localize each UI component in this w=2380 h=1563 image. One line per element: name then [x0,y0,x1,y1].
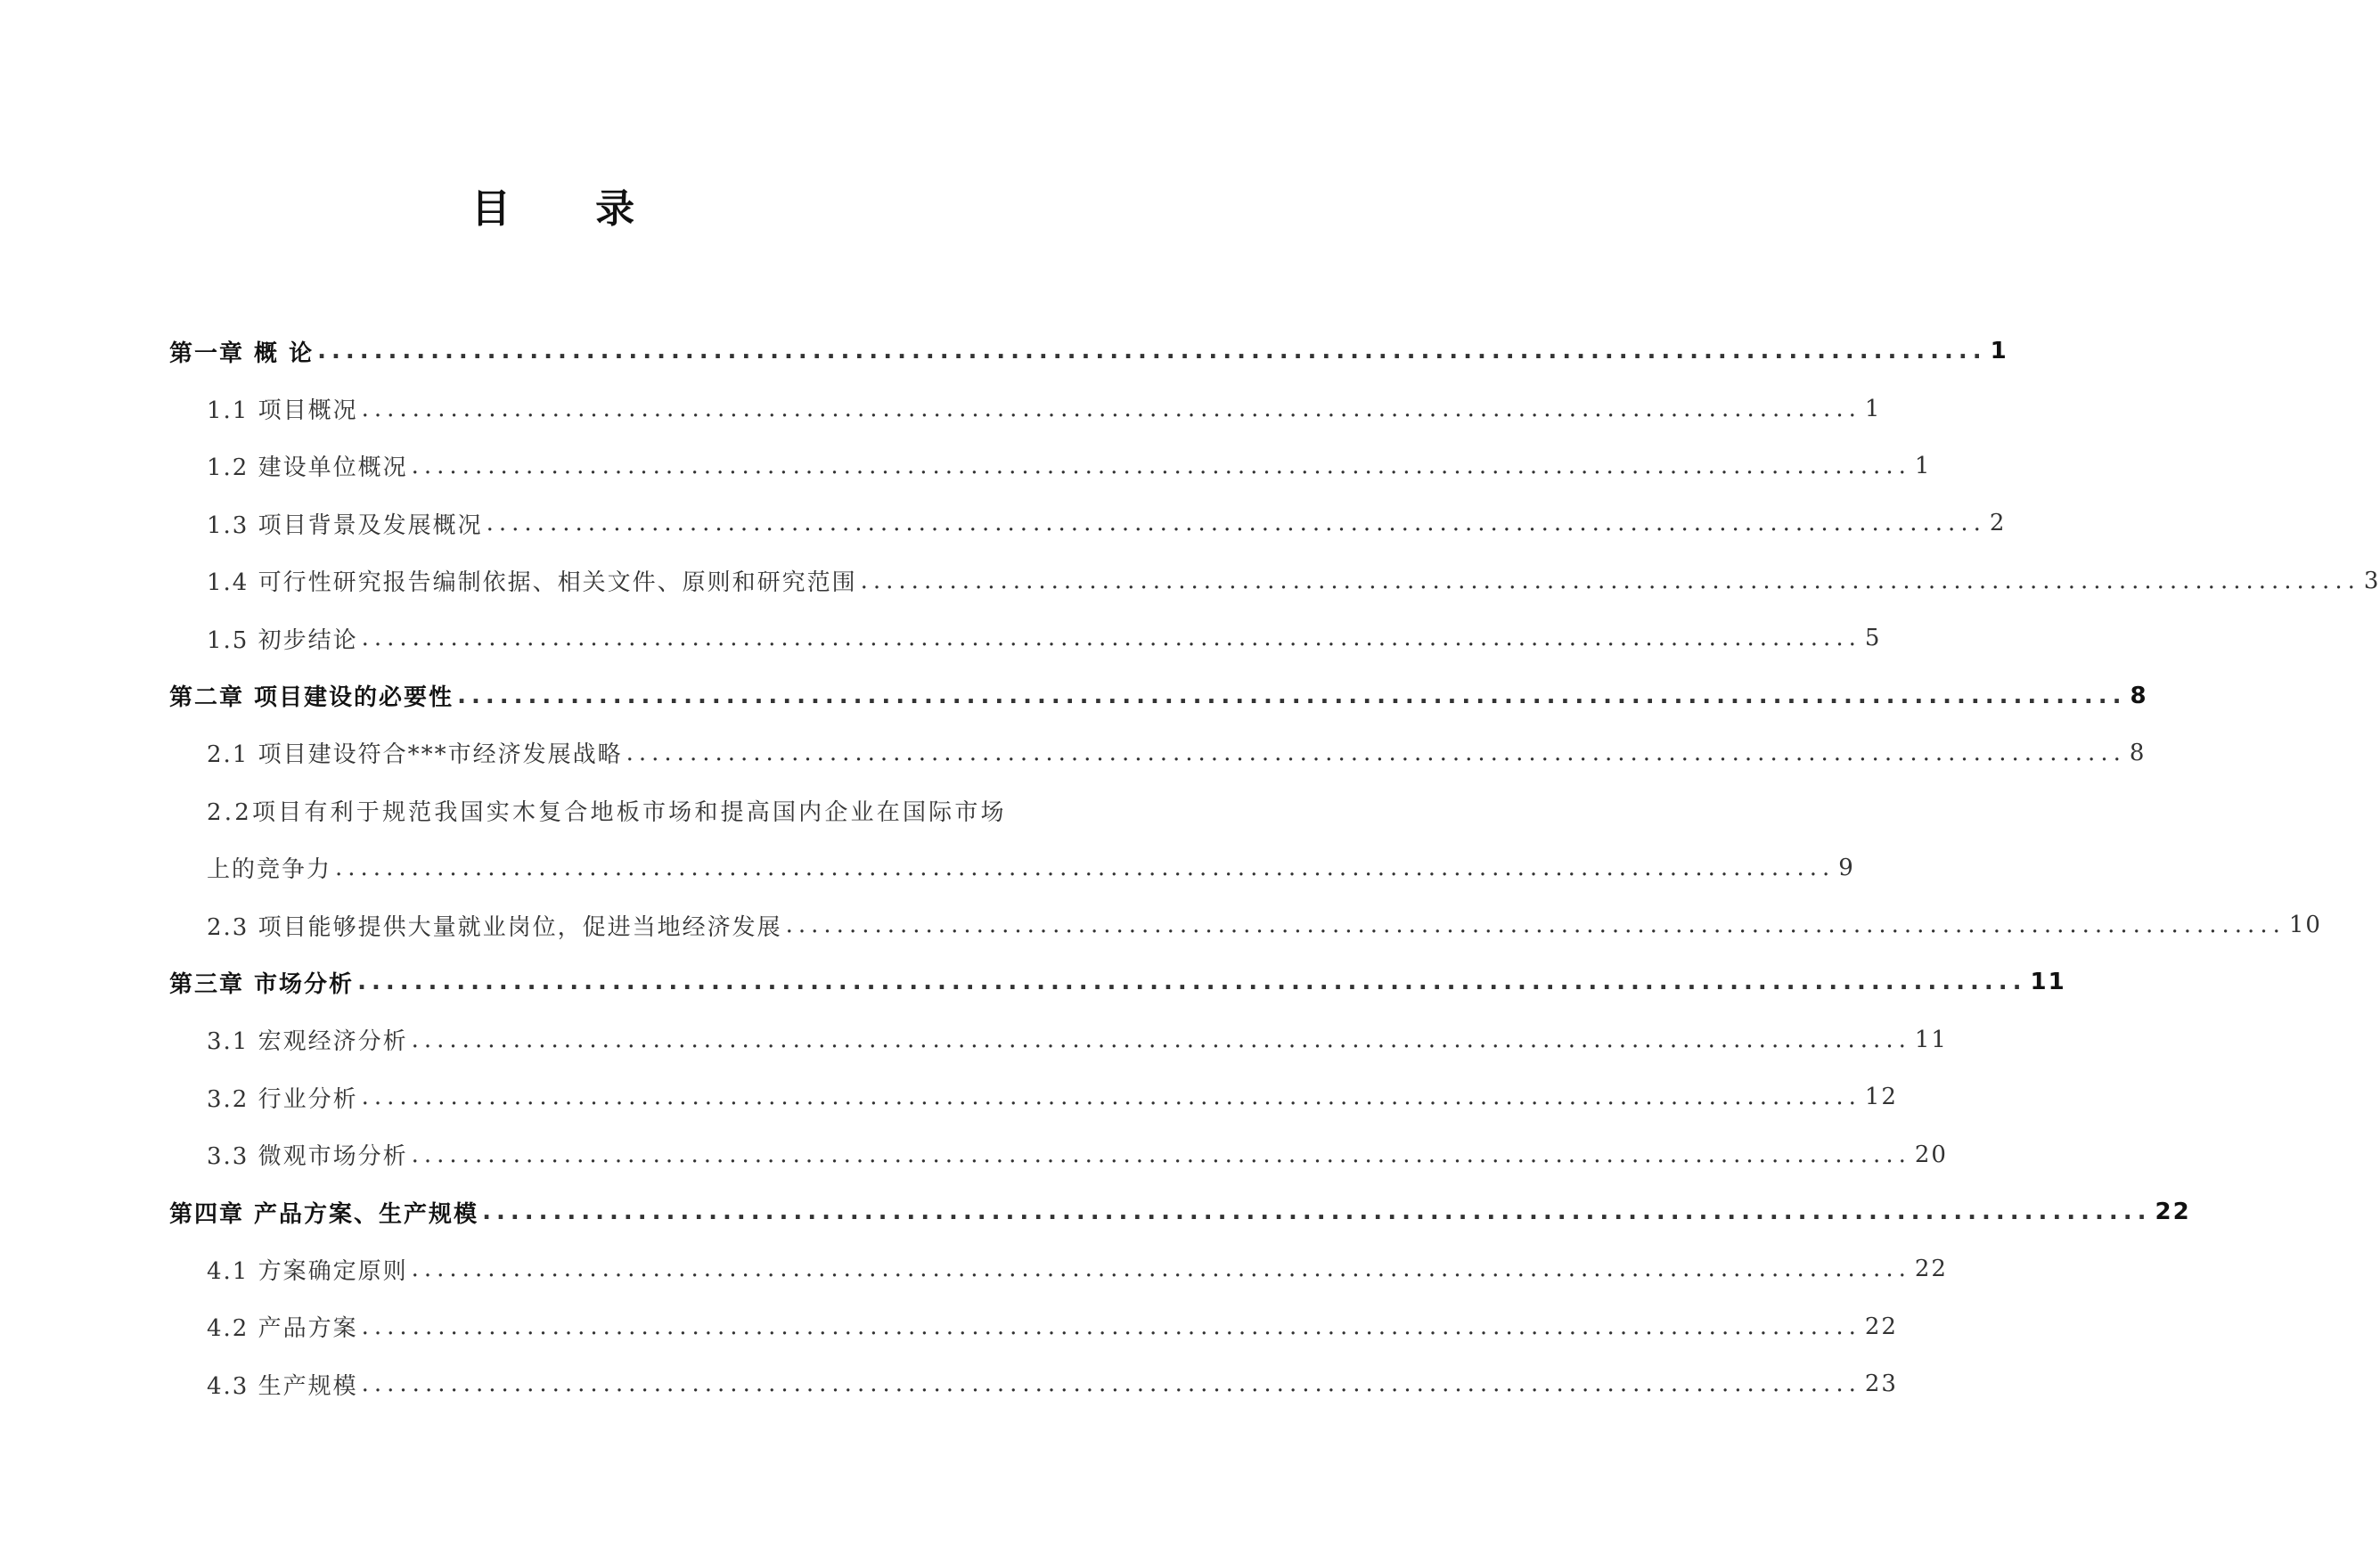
toc-entry-label: 第四章 产品方案、生产规模 [169,1200,479,1228]
toc-entry-label: 4.3 生产规模 [207,1372,358,1400]
toc-page-number: 20 [1914,1141,1948,1168]
toc-page-number: 2 [1989,510,2007,537]
toc-section-1-2[interactable] [0,438,1932,495]
toc-section-2-2-line-1[interactable] [0,782,1106,839]
toc-leader-dots: ...................................................................................................................... [486,510,1986,537]
toc-section-2-1[interactable] [0,724,2147,782]
toc-entry-label: 1.1 项目概况 [207,397,358,425]
toc-entry-label: 3.3 微观市场分析 [207,1143,408,1171]
toc-page-number: 3 [2363,567,2380,594]
toc-page-number: 11 [1914,1026,1948,1053]
toc-entry-label: 上的竞争力 [207,856,332,884]
toc-section-4-2[interactable] [0,1298,1898,1355]
toc-page-number: 1 [1864,395,1882,422]
toc-chapter-2[interactable] [0,667,2148,724]
toc-entry-label: 3.2 行业分析 [207,1085,358,1113]
toc-leader-dots: ...................................................................................................................... [626,739,2126,766]
toc-leader-dots: ...................................................................................................................... [785,912,2286,939]
toc-leader-dots: ...................................................................................................................... [860,567,2360,594]
toc-page-number: 22 [2155,1199,2191,1226]
toc-page-number: 8 [2130,682,2148,709]
toc-page-number: 23 [1864,1371,1898,1398]
toc-entry-label: 1.2 建设单位概况 [207,454,408,482]
toc-entry-label: 3.1 宏观经济分析 [207,1028,408,1056]
toc-leader-dots: ...................................................................................................................... [411,452,1911,479]
toc-leader-dots: ...................................................................................................................... [361,1084,1861,1111]
toc-leader-dots: ...................................................................................................................... [361,395,1861,422]
toc-chapter-3[interactable] [0,953,2066,1011]
toc-leader-dots: ...................................................................................................................... [361,1313,1861,1340]
toc-page-number: 1 [1990,338,2008,365]
toc-entry-label: 第三章 市场分析 [169,970,355,998]
toc-leader-dots: ...................................................................................................................... [361,625,1861,652]
toc-section-3-1[interactable] [0,1011,1948,1068]
toc-entry-label: 1.3 项目背景及发展概况 [207,511,483,539]
toc-section-3-2[interactable] [0,1068,1898,1125]
toc-leader-dots: ...................................................................................................................... [317,338,1987,365]
toc-page-number: 12 [1864,1084,1898,1111]
toc-section-4-3[interactable] [0,1355,1898,1412]
toc-leader-dots: ...................................................................................................................... [482,1199,2152,1226]
toc-page-number: 8 [2129,739,2147,766]
toc-page-number: 9 [1838,854,1855,881]
toc-page-number: 5 [1864,625,1882,652]
toc-section-1-4[interactable] [0,552,2380,610]
toc-entry-label: 2.2项目有利于规范我国实木复合地板市场和提高国内企业在国际市场 [207,798,1007,826]
toc-section-4-1[interactable] [0,1240,1948,1297]
toc-entry-label: 4.2 产品方案 [207,1315,358,1343]
toc-leader-dots: ...................................................................................................................... [411,1026,1911,1053]
toc-page-number: 10 [2288,912,2322,939]
page-title: 目 录 [470,186,671,232]
toc-leader-dots: ...................................................................................................................... [335,854,1836,881]
toc-section-1-5[interactable] [0,610,1882,667]
toc-entry-label: 2.3 项目能够提供大量就业岗位，促进当地经济发展 [207,913,782,941]
toc-section-2-3[interactable] [0,896,2322,953]
toc-page-number: 22 [1914,1256,1948,1283]
toc-section-1-1[interactable] [0,380,1882,437]
table-of-contents [0,323,2380,1412]
toc-leader-dots: ...................................................................................................................... [357,969,2027,996]
toc-leader-dots: ...................................................................................................................... [411,1256,1911,1283]
toc-entry-label: 1.4 可行性研究报告编制依据、相关文件、原则和研究范围 [207,569,857,597]
toc-entry-label: 4.1 方案确定原则 [207,1257,408,1285]
toc-entry-label: 第一章 概 论 [169,340,315,367]
toc-page-number: 1 [1914,452,1932,479]
toc-entry-label: 第二章 项目建设的必要性 [169,684,454,712]
toc-entry-label: 1.5 初步结论 [207,626,358,654]
toc-section-3-3[interactable] [0,1125,1948,1182]
toc-leader-dots: ...................................................................................................................... [457,682,2127,709]
toc-chapter-4[interactable] [0,1183,2191,1240]
toc-section-1-3[interactable] [0,495,2007,552]
toc-chapter-1[interactable] [0,323,2008,380]
toc-leader-dots: ...................................................................................................................... [411,1141,1911,1168]
toc-page-number: 22 [1864,1313,1898,1340]
toc-leader-dots: ...................................................................................................................... [361,1371,1861,1398]
toc-entry-label: 2.1 项目建设符合***市经济发展战略 [207,741,623,769]
toc-section-2-2-line-2[interactable] [0,839,1855,896]
toc-page-number: 11 [2030,969,2066,996]
